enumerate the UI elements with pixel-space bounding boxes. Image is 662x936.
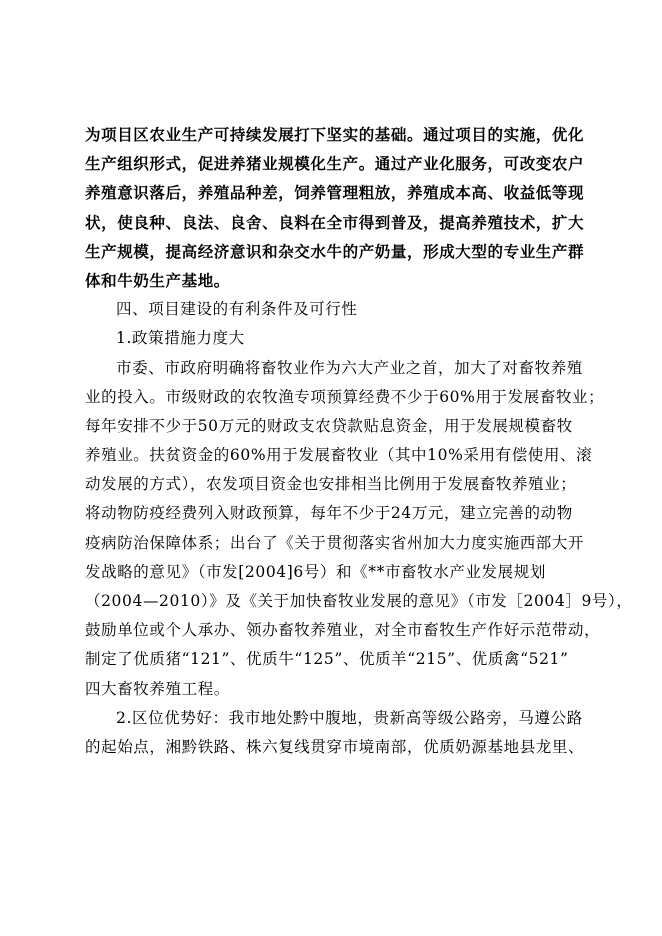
text-line: 将动物防疫经费列入财政预算，每年不少于24万元，建立完善的动物 [85,504,573,523]
text-line: 制定了优质猪“121”、优质牛“125”、优质羊“215”、优质禽“521” [85,650,569,669]
text-line: 发战略的意见》（市发[2004]6号）和《**市畜牧水产业发展规划 [85,562,546,581]
document-body [85,120,633,762]
text-line: 状，使良种、良法、良舍、良料在全市得到普及，提高养殖技术，扩大 [85,212,585,232]
text-line: 市委、市政府明确将畜牧业作为六大产业之首，加大了对畜牧养殖 [116,358,583,377]
text-line: 养殖意识落后，养殖品种差，饲养管理粗放，养殖成本高、收益低等现 [85,183,585,203]
text-line: 体和牛奶生产基地。 [85,270,230,290]
text-line: 四大畜牧养殖工程。 [85,679,230,698]
text-line: 1.政策措施力度大 [116,329,245,348]
text-line: 四、项目建设的有利条件及可行性 [116,300,358,319]
text-line: 生产规模，提高经济意识和杂交水牛的产奶量，形成大型的专业生产群 [85,241,585,261]
text-line: 养殖业。扶贫资金的60%用于发展畜牧业（其中10%采用有偿使用、滚 [85,446,593,465]
text-line: 2.区位优势好：我市地处黔中腹地，贵新高等级公路旁，马遵公路 [116,708,583,727]
text-line: 的起始点，湘黔铁路、株六复线贯穿市境南部，优质奶源基地县龙里、 [85,737,585,756]
text-line: 生产组织形式，促进养猪业规模化生产。通过产业化服务，可改变农户 [85,154,585,174]
text-line: 鼓励单位或个人承办、领办畜牧养殖业，对全市畜牧生产作好示范带动， [85,621,601,640]
text-line: 每年安排不少于50万元的财政支农贷款贴息资金，用于发展规模畜牧 [85,416,573,435]
text-line: 业的投入。市级财政的农牧渔专项预算经费不少于60%用于发展畜牧业； [85,387,605,406]
text-line: 为项目区农业生产可持续发展打下坚实的基础。通过项目的实施，优化 [85,125,585,144]
text-line: 疫病防治保障体系；出台了《关于贯彻落实省州加大力度实施西部大开 [85,533,585,552]
text-line: 动发展的方式），农发项目资金也安排相当比例用于发展畜牧养殖业； [85,475,577,494]
text-line: （2004—2010）》及《关于加快畜牧业发展的意见》（市发［2004］9号）， [85,592,633,610]
